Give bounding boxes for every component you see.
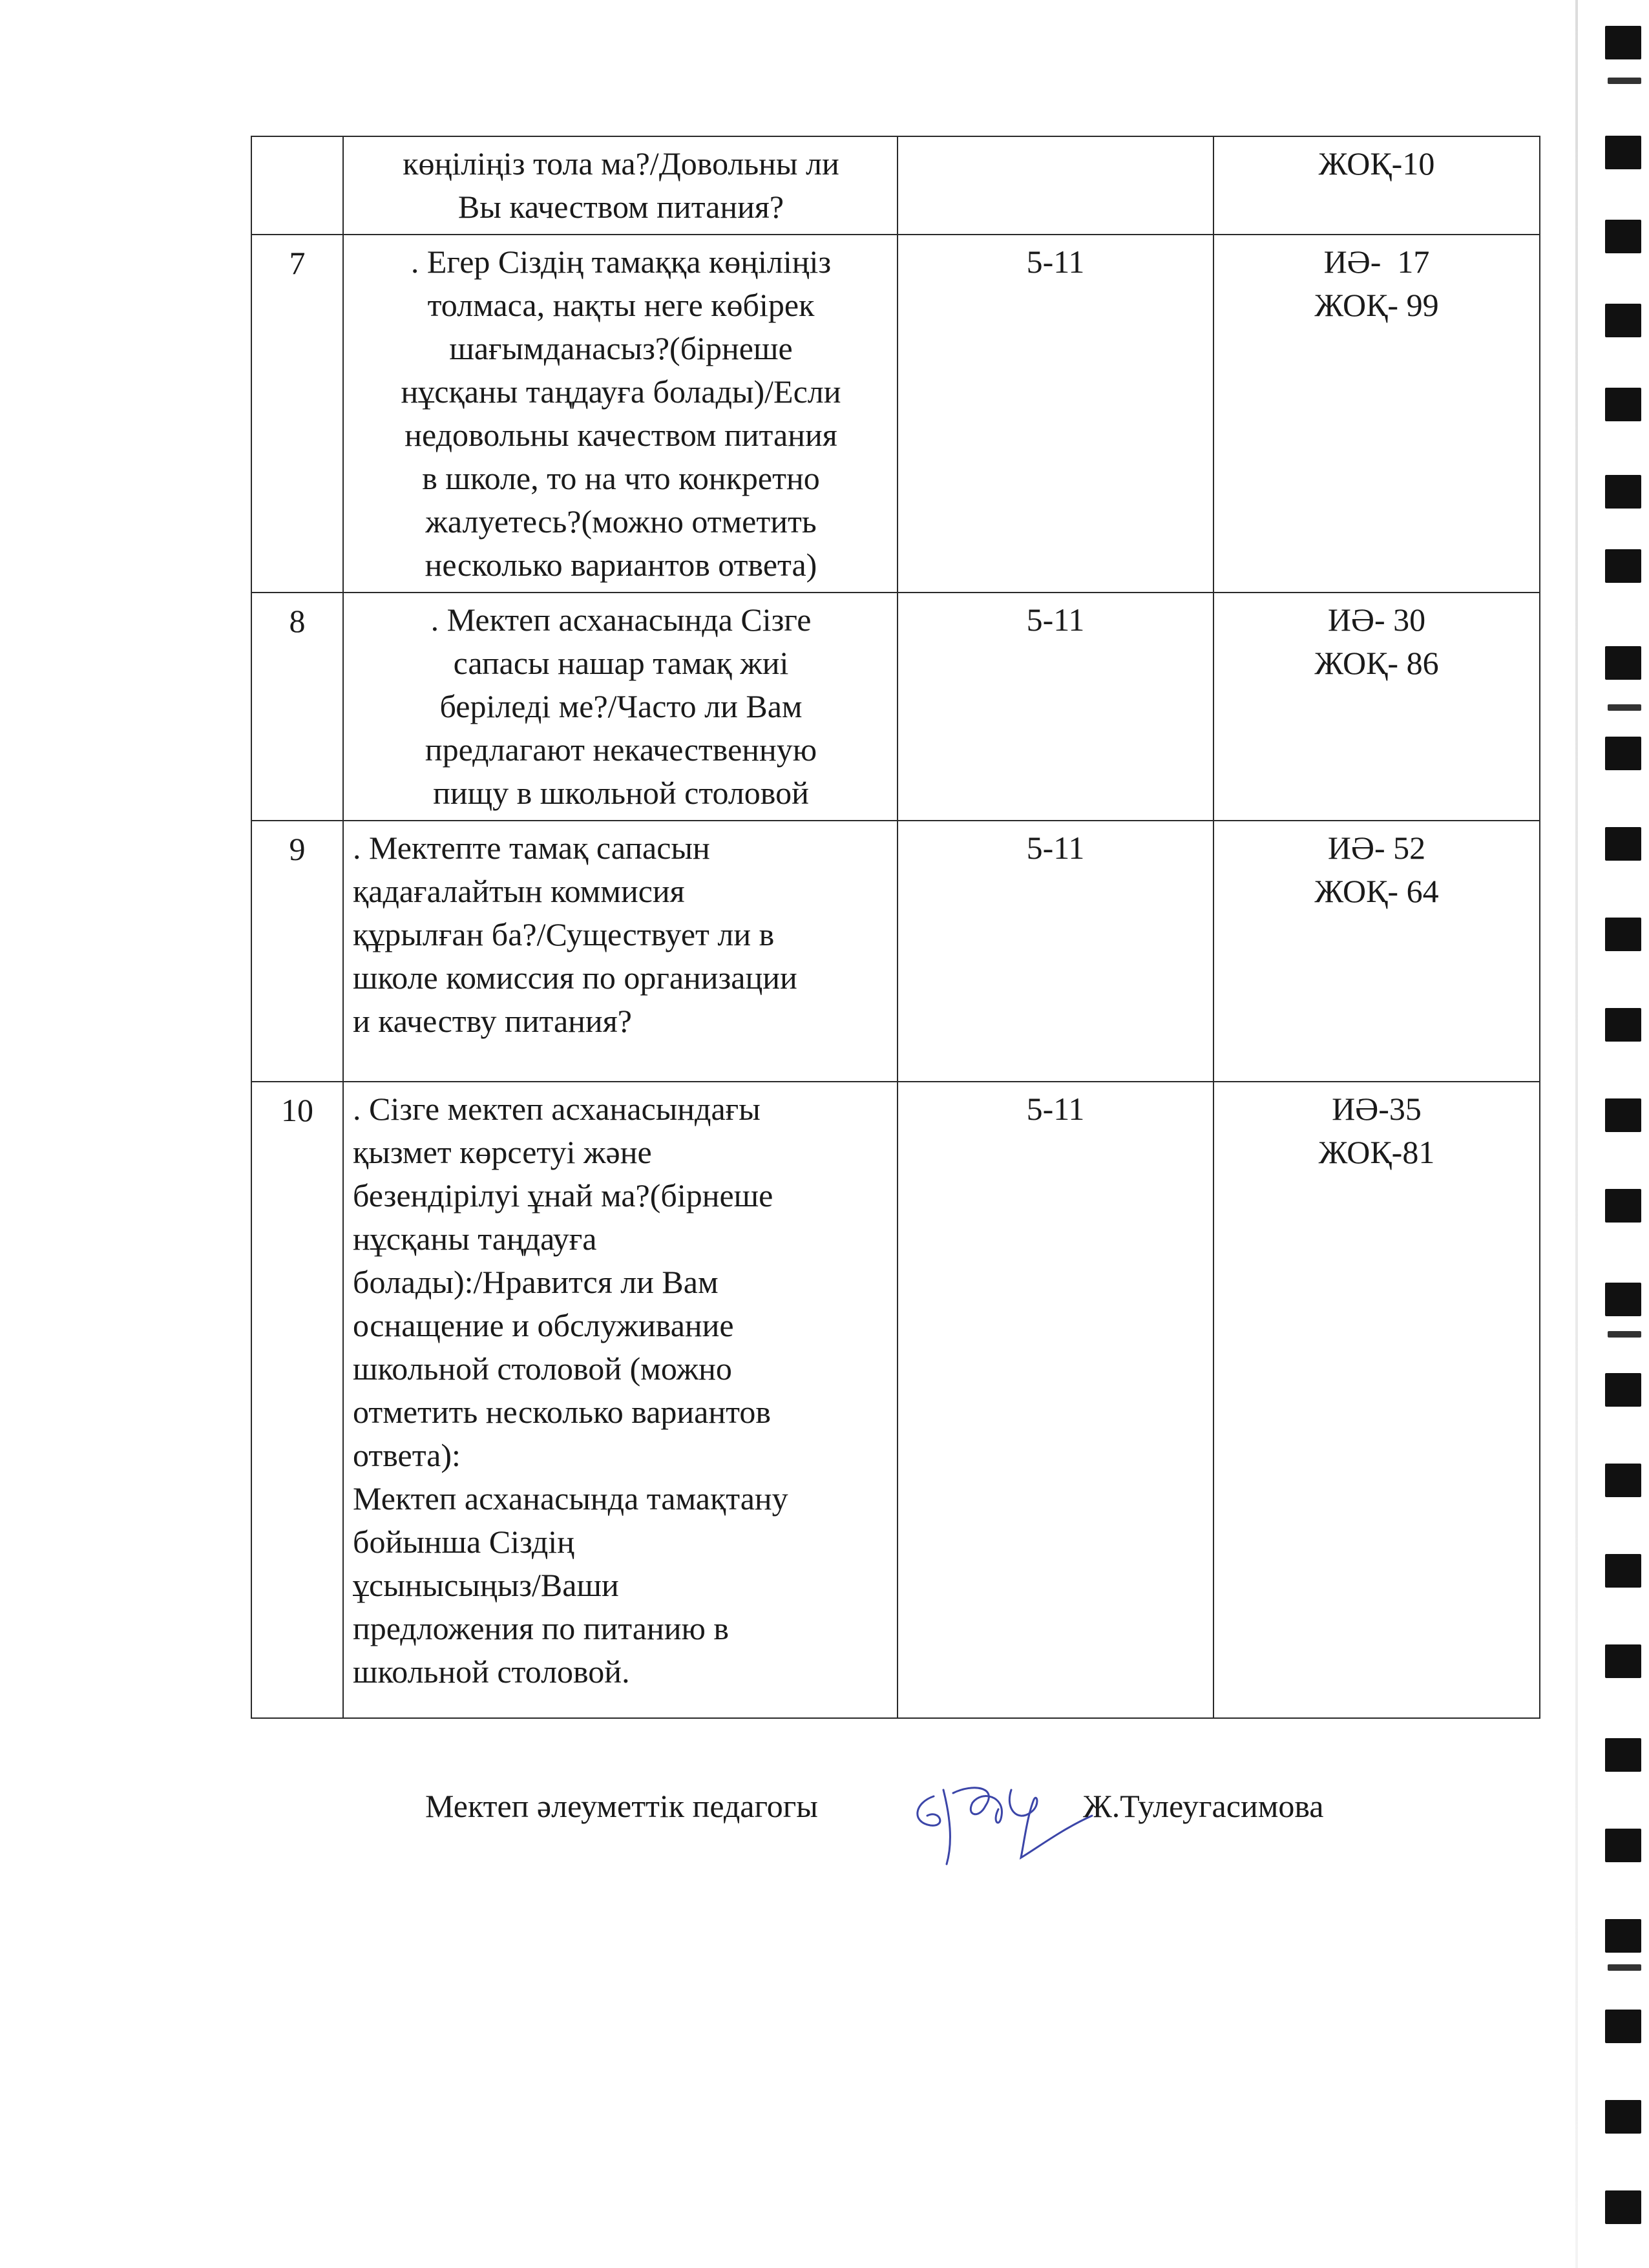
question-line: предлагают некачественную [425,731,817,768]
question-line: безендірілуі ұнай ма?(бірнеше [353,1177,773,1213]
question-line: . Сізге мектеп асханасындағы [353,1091,761,1127]
question-line: бойынша Сіздің [353,1524,574,1560]
question-line: пищу в школьной столовой [433,775,809,811]
answer-yes: ИӘ- 52 [1327,830,1426,866]
question-line: отметить несколько вариантов [353,1394,771,1430]
answer-no: ЖОҚ- 64 [1314,873,1439,909]
row-number [251,136,343,235]
grades-cell [898,1082,1213,1718]
question-line: беріледі ме?/Часто ли Вам [439,688,803,724]
question-line: школе комиссия по организации [353,960,797,996]
question-line: . Мектеп асханасында Сізге [430,602,812,638]
question-line: толмаса, нақты неге көбірек [427,287,815,323]
answer-no: ЖОҚ-81 [1318,1134,1435,1170]
question-line: Вы качеством питания? [457,189,784,225]
question-line: оснащение и обслуживание [353,1307,734,1343]
answer-yes: ИӘ- 17 [1323,244,1430,280]
signature-block [0,1777,1649,1867]
question-line: ответа): [353,1437,461,1473]
answer-yes: ИӘ-35 [1332,1091,1422,1127]
grades-value: 5-11 [1026,244,1085,280]
question-cell [343,235,898,593]
question-line: . Егер Сіздің тамаққа көңіліңіз [410,244,832,280]
table-row [251,593,1540,821]
page-edge-shadow [1575,0,1578,2268]
grades-value: 5-11 [1026,602,1085,638]
answers-cell [1213,821,1540,1082]
grades-cell [898,593,1213,821]
question-line: в школе, то на что конкретно [422,460,820,496]
question-line: болады):/Нравится ли Вам [353,1264,719,1300]
question-line: несколько вариантов ответа) [425,547,817,583]
question-line: жалуетесь?(можно отметить [425,503,817,540]
grades-cell [898,821,1213,1082]
grades-value: 5-11 [1026,1091,1085,1127]
row-number: 7 [251,235,343,593]
question-line: ұсынысыңыз/Ваши [353,1567,619,1603]
question-cell [343,821,898,1082]
grades-cell [898,235,1213,593]
survey-table [251,136,1540,1719]
answers-cell [1213,1082,1540,1718]
grades-cell [898,136,1213,235]
question-line: көңіліңіз тола ма?/Довольны ли [403,145,839,182]
question-line: недовольны качеством питания [404,417,837,453]
table-row [251,235,1540,593]
question-line: нұсқаны таңдауға болады)/Если [401,373,841,410]
row-number: 10 [251,1082,343,1718]
table-row [251,1082,1540,1718]
question-line: қызмет көрсетуі және [353,1134,652,1170]
question-cell [343,1082,898,1718]
question-line: сапасы нашар тамақ жиі [453,645,789,681]
signer-role: Мектеп әлеуметтік педагогы [425,1788,818,1824]
answer-yes: ИӘ- 30 [1327,602,1426,638]
row-number: 9 [251,821,343,1082]
question-line: школьной столовой (можно [353,1350,732,1387]
question-cell [343,593,898,821]
question-line: шағымданасыз?(бірнеше [449,330,793,366]
signer-name: Ж.Тулеугасимова [1083,1788,1324,1824]
answers-cell [1213,136,1540,235]
question-line: құрылған ба?/Существует ли в [353,916,775,952]
question-line: қадағалайтын коммисия [353,873,685,909]
table-row [251,821,1540,1082]
grades-value [898,137,1213,142]
question-line: . Мектепте тамақ сапасын [353,830,710,866]
question-line: Мектеп асханасында тамақтану [353,1480,788,1517]
spiral-binding [1584,0,1649,2268]
row-number: 8 [251,593,343,821]
answer-no: ЖОҚ- 99 [1314,287,1439,323]
grades-value: 5-11 [1026,830,1085,866]
table-row [251,136,1540,235]
question-line: нұсқаны таңдауға [353,1221,597,1257]
question-line: предложения по питанию в [353,1610,729,1646]
answers-cell [1213,593,1540,821]
answer-no: ЖОҚ-10 [1318,145,1435,182]
question-line: школьной столовой. [353,1654,630,1690]
question-line: и качеству питания? [353,1003,632,1039]
handwritten-signature-icon [908,1777,1095,1867]
question-cell [343,136,898,235]
answers-cell [1213,235,1540,593]
answer-no: ЖОҚ- 86 [1314,645,1439,681]
